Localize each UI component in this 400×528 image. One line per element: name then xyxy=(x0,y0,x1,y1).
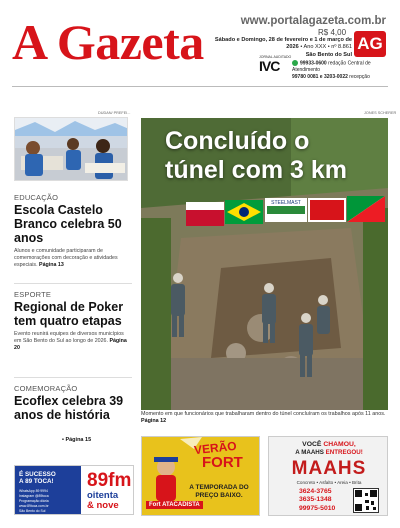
maahs-phone[interactable]: 99975-5010 xyxy=(299,504,336,512)
caption-page-ref[interactable]: Página 12 xyxy=(141,417,167,424)
radio-brand-word-2: & nove xyxy=(87,500,119,511)
maahs-line-2a: A MAAHS xyxy=(295,449,324,456)
photo-credit-left: DUDAN/ PREFEI... xyxy=(98,111,131,115)
phone-newsroom-label: redação xyxy=(328,60,347,67)
story-page-ref[interactable]: Página 13 xyxy=(39,262,64,268)
left-column-divider xyxy=(14,377,132,378)
story-page-ref[interactable]: • Página 15 xyxy=(62,437,92,443)
left-column-divider xyxy=(14,283,132,284)
verao-title-1: VERÃO xyxy=(193,438,238,458)
story-deck-text: Alunos e comunidade participaram de comemorações com decoração e atividades especiais. xyxy=(14,248,118,268)
story-celebration[interactable] xyxy=(14,384,132,422)
masthead xyxy=(0,0,400,80)
phone-reception-label: recepção xyxy=(349,74,370,81)
radio-ad-line: www.89toca.com.br xyxy=(19,504,49,508)
story-deck xyxy=(14,331,132,352)
phone-reception[interactable]: 99780 0081 e 3203-0022 xyxy=(292,74,348,81)
maahs-line-1b: CHAMOU, xyxy=(323,441,356,448)
radio-frequency-logo: 89fm xyxy=(87,470,132,491)
maahs-line-1a: VOCÊ xyxy=(302,441,322,448)
radio-ad-panel xyxy=(15,466,81,515)
story-page-ref[interactable]: Página 20 xyxy=(14,338,127,351)
radio-ad-line: São Bento do Sul xyxy=(19,509,46,513)
banner-label: STEELMAST xyxy=(271,200,301,206)
section-label: EDUCAÇÃO xyxy=(14,193,59,202)
radio-ad-headline-2: A 89 TOCA! xyxy=(19,478,54,486)
phone-newsroom[interactable]: 99933-0600 xyxy=(300,60,327,67)
fort-brand-logo: Fort ATACADISTA xyxy=(146,501,203,509)
main-headline[interactable]: Concluído o túnel com 3 km xyxy=(165,127,347,184)
maahs-line-2b: ENTREGOU! xyxy=(325,449,363,456)
maahs-phone[interactable]: 3635-1348 xyxy=(299,496,332,504)
school-children-photo[interactable] xyxy=(14,117,128,181)
ag-badge-logo: AG xyxy=(354,31,386,57)
radio-ad-line: Programação diária xyxy=(19,499,49,503)
phone-newsroom-note: Central de Atendimento xyxy=(292,60,371,74)
radio-ad-headline-1: É SUCESSO xyxy=(19,471,56,478)
maahs-logo: MAAHS xyxy=(291,458,367,479)
radio-ad-lines xyxy=(19,489,49,514)
qr-code-icon[interactable] xyxy=(353,488,379,513)
school-photo-illustration xyxy=(15,118,128,181)
radio-brand-word-1: oitenta xyxy=(87,490,119,501)
maahs-line-2 xyxy=(269,449,388,457)
edition-date: Sábado e Domingo, 28 de fevereiro e 1 de março de 2026 xyxy=(214,37,352,51)
site-url[interactable]: www.portalagazeta.com.br xyxy=(240,15,386,27)
story-deck xyxy=(14,248,132,269)
story-headline[interactable]: Regional de Poker tem quatro etapas xyxy=(14,300,124,328)
cover-price: R$ 4,00 xyxy=(318,28,347,37)
verao-title-2: FORT xyxy=(202,454,243,471)
story-headline[interactable]: Ecoflex celebra 39 anos de história xyxy=(14,394,124,422)
whatsapp-icon xyxy=(292,60,298,66)
newspaper-logo[interactable]: A Gazeta xyxy=(12,14,204,70)
verao-tagline: A TEMPORADA DO PREÇO BAIXO. xyxy=(189,484,249,499)
radio-89fm-ad[interactable] xyxy=(14,465,134,515)
maahs-tagline: Concreto • Asfalto • Areia • Brita xyxy=(296,480,362,485)
photo-credit-main: JONES SCHERER xyxy=(364,111,397,115)
tunnel-workers-photo[interactable] xyxy=(141,118,388,410)
masthead-divider xyxy=(12,86,388,87)
caption-text: Momento em que funcionários que trabalharam dentro do túnel concluíram os trabalhos após 11 anos. xyxy=(141,411,386,417)
edition-number: • Ano XXX • nº 8.861 xyxy=(300,44,352,51)
contact-block xyxy=(292,60,392,81)
ivc-seal xyxy=(259,55,291,75)
radio-ad-headline xyxy=(19,471,56,486)
story-headline[interactable]: Escola Castelo Branco celebra 50 anos xyxy=(14,203,122,245)
main-photo-caption xyxy=(141,411,388,424)
section-label: ESPORTE xyxy=(14,290,52,299)
maahs-line-1 xyxy=(269,441,388,449)
ivc-logo: IVC xyxy=(259,58,280,74)
story-sports[interactable] xyxy=(14,290,132,352)
radio-ad-line: Instagram @89toca xyxy=(19,494,49,498)
radio-ad-line: WhatsApp 89 9994 xyxy=(19,489,48,493)
maahs-phone[interactable]: 3624-3765 xyxy=(299,488,332,495)
story-deck-text: Evento reunirá equipes de diversos municípios em São Bento do Sul ao longo de 2026. xyxy=(14,331,124,344)
maahs-phones xyxy=(299,488,335,513)
story-education[interactable] xyxy=(14,193,132,269)
maahs-ad[interactable] xyxy=(268,436,388,516)
qr-pattern xyxy=(354,489,378,512)
edition-city: São Bento do Sul xyxy=(305,51,352,58)
ivc-caption: JORNAL AUDITADO xyxy=(259,55,292,59)
verao-fort-ad[interactable] xyxy=(141,436,260,516)
section-label: COMEMORAÇÃO xyxy=(14,384,78,393)
